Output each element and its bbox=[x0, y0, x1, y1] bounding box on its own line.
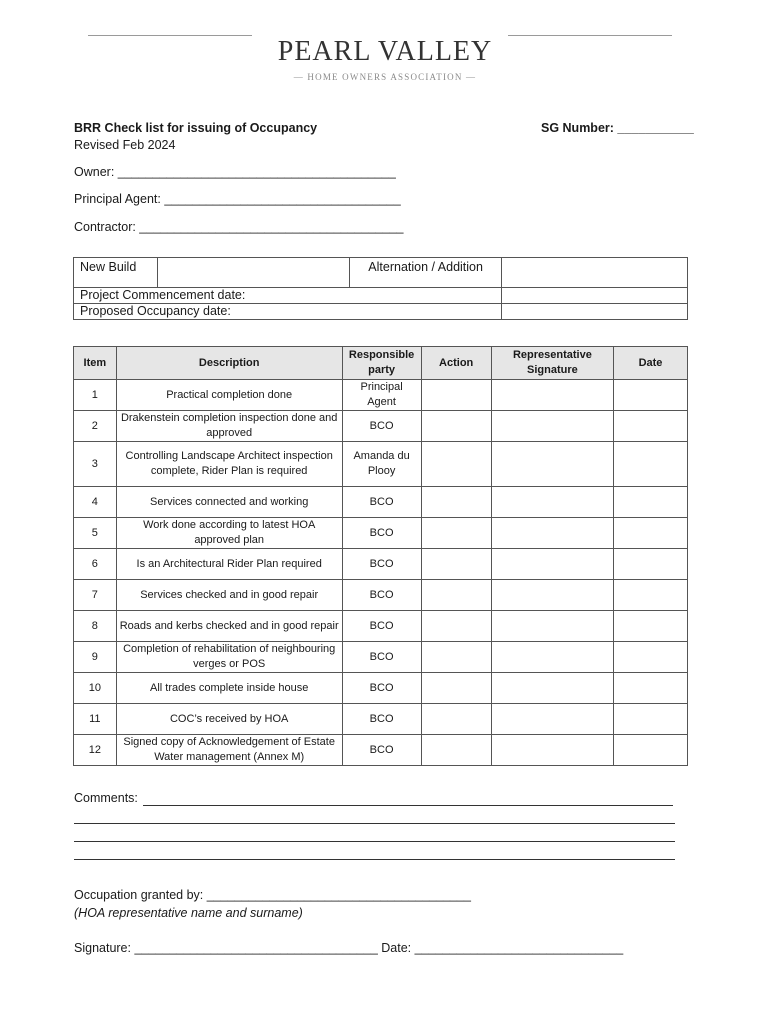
date-cell bbox=[613, 549, 687, 580]
description-cell: Services checked and in good repair bbox=[116, 580, 342, 611]
item-number-cell: 3 bbox=[74, 442, 117, 487]
table-row bbox=[74, 735, 688, 766]
occupancy-date-label: Proposed Occupancy date: bbox=[74, 304, 502, 320]
alteration-cell bbox=[502, 258, 688, 288]
item-number-cell: 9 bbox=[74, 642, 117, 673]
representative-signature-cell bbox=[491, 580, 613, 611]
date-cell bbox=[613, 611, 687, 642]
representative-signature-cell bbox=[491, 442, 613, 487]
owner-field: Owner: ________________________________________ bbox=[74, 165, 396, 179]
checklist-table bbox=[73, 346, 688, 766]
comments-line-1 bbox=[143, 805, 673, 806]
description-cell: Drakenstein completion inspection done and approved bbox=[116, 411, 342, 442]
item-number-cell: 4 bbox=[74, 487, 117, 518]
representative-signature-cell bbox=[491, 380, 613, 411]
table-row bbox=[74, 518, 688, 549]
occupation-granted-field: Occupation granted by: ______________________________________ bbox=[74, 888, 471, 902]
representative-signature-cell bbox=[491, 704, 613, 735]
revised-date: Revised Feb 2024 bbox=[74, 138, 176, 152]
representative-signature-cell bbox=[491, 411, 613, 442]
checklist-body bbox=[74, 380, 688, 766]
date-cell bbox=[613, 518, 687, 549]
item-number-cell: 12 bbox=[74, 735, 117, 766]
date-cell bbox=[613, 380, 687, 411]
header-action: Action bbox=[421, 347, 491, 380]
table-row bbox=[74, 673, 688, 704]
description-cell: All trades complete inside house bbox=[116, 673, 342, 704]
principal-agent-field: Principal Agent: __________________________________ bbox=[74, 192, 401, 206]
sg-number-field: SG Number: ___________ bbox=[541, 121, 694, 135]
document-title: BRR Check list for issuing of Occupancy bbox=[74, 121, 318, 135]
table-row bbox=[74, 580, 688, 611]
description-cell: COC’s received by HOA bbox=[116, 704, 342, 735]
comments-line-2 bbox=[74, 823, 675, 824]
responsible-party-cell: BCO bbox=[342, 549, 421, 580]
table-row bbox=[74, 380, 688, 411]
responsible-party-cell: BCO bbox=[342, 487, 421, 518]
action-cell bbox=[421, 411, 491, 442]
item-number-cell: 10 bbox=[74, 673, 117, 704]
contractor-field: Contractor: ______________________________________ bbox=[74, 220, 404, 234]
commencement-date-label: Project Commencement date: bbox=[74, 288, 502, 304]
item-number-cell: 2 bbox=[74, 411, 117, 442]
alteration-label: Alternation / Addition bbox=[350, 258, 502, 288]
table-row bbox=[74, 704, 688, 735]
date-cell bbox=[613, 673, 687, 704]
checklist-header-row bbox=[74, 347, 688, 380]
header-item: Item bbox=[74, 347, 117, 380]
item-number-cell: 1 bbox=[74, 380, 117, 411]
date-cell bbox=[613, 442, 687, 487]
action-cell bbox=[421, 611, 491, 642]
table-row bbox=[74, 642, 688, 673]
action-cell bbox=[421, 642, 491, 673]
action-cell bbox=[421, 518, 491, 549]
responsible-party-cell: Principal Agent bbox=[342, 380, 421, 411]
representative-signature-cell bbox=[491, 611, 613, 642]
logo-subtitle: — HOME OWNERS ASSOCIATION — bbox=[293, 72, 477, 82]
header-responsible-party: Responsible party bbox=[342, 347, 421, 380]
item-number-cell: 6 bbox=[74, 549, 117, 580]
action-cell bbox=[421, 673, 491, 704]
description-cell: Controlling Landscape Architect inspection complete, Rider Plan is required bbox=[116, 442, 342, 487]
comments-line-4 bbox=[74, 859, 675, 860]
table-row bbox=[74, 549, 688, 580]
responsible-party-cell: BCO bbox=[342, 411, 421, 442]
comments-line-3 bbox=[74, 841, 675, 842]
description-cell: Signed copy of Acknowledgement of Estate Water management (Annex M) bbox=[116, 735, 342, 766]
occupancy-date-cell bbox=[502, 304, 688, 320]
date-cell bbox=[613, 642, 687, 673]
item-number-cell: 5 bbox=[74, 518, 117, 549]
logo-title: PEARL VALLEY bbox=[277, 36, 493, 67]
responsible-party-cell: BCO bbox=[342, 611, 421, 642]
action-cell bbox=[421, 380, 491, 411]
action-cell bbox=[421, 487, 491, 518]
header-description: Description bbox=[116, 347, 342, 380]
item-number-cell: 7 bbox=[74, 580, 117, 611]
responsible-party-cell: BCO bbox=[342, 518, 421, 549]
representative-signature-cell bbox=[491, 673, 613, 704]
signature-date-field: Signature: ___________________________________ Date: ______________________________ bbox=[74, 941, 624, 955]
description-cell: Services connected and working bbox=[116, 487, 342, 518]
description-cell: Is an Architectural Rider Plan required bbox=[116, 549, 342, 580]
item-number-cell: 11 bbox=[74, 704, 117, 735]
description-cell: Completion of rehabilitation of neighbouring verges or POS bbox=[116, 642, 342, 673]
header-date: Date bbox=[613, 347, 687, 380]
representative-signature-cell bbox=[491, 549, 613, 580]
table-row bbox=[74, 411, 688, 442]
hoa-representative-note: (HOA representative name and surname) bbox=[74, 906, 303, 920]
action-cell bbox=[421, 735, 491, 766]
date-cell bbox=[613, 487, 687, 518]
representative-signature-cell bbox=[491, 487, 613, 518]
item-number-cell: 8 bbox=[74, 611, 117, 642]
header-representative-signature: Representative Signature bbox=[491, 347, 613, 380]
responsible-party-cell: BCO bbox=[342, 673, 421, 704]
description-cell: Practical completion done bbox=[116, 380, 342, 411]
new-build-cell bbox=[158, 258, 350, 288]
representative-signature-cell bbox=[491, 518, 613, 549]
comments-label: Comments: bbox=[74, 791, 138, 805]
representative-signature-cell bbox=[491, 642, 613, 673]
description-cell: Work done according to latest HOA approved plan bbox=[116, 518, 342, 549]
date-cell bbox=[613, 411, 687, 442]
table-row bbox=[74, 487, 688, 518]
action-cell bbox=[421, 549, 491, 580]
action-cell bbox=[421, 442, 491, 487]
representative-signature-cell bbox=[491, 735, 613, 766]
action-cell bbox=[421, 580, 491, 611]
build-type-table bbox=[73, 257, 688, 320]
responsible-party-cell: BCO bbox=[342, 735, 421, 766]
commencement-date-cell bbox=[502, 288, 688, 304]
action-cell bbox=[421, 704, 491, 735]
date-cell bbox=[613, 735, 687, 766]
responsible-party-cell: BCO bbox=[342, 704, 421, 735]
description-cell: Roads and kerbs checked and in good repair bbox=[116, 611, 342, 642]
responsible-party-cell: BCO bbox=[342, 642, 421, 673]
new-build-label: New Build bbox=[74, 258, 158, 288]
date-cell bbox=[613, 704, 687, 735]
table-row bbox=[74, 442, 688, 487]
responsible-party-cell: Amanda du Plooy bbox=[342, 442, 421, 487]
table-row bbox=[74, 611, 688, 642]
date-cell bbox=[613, 580, 687, 611]
responsible-party-cell: BCO bbox=[342, 580, 421, 611]
